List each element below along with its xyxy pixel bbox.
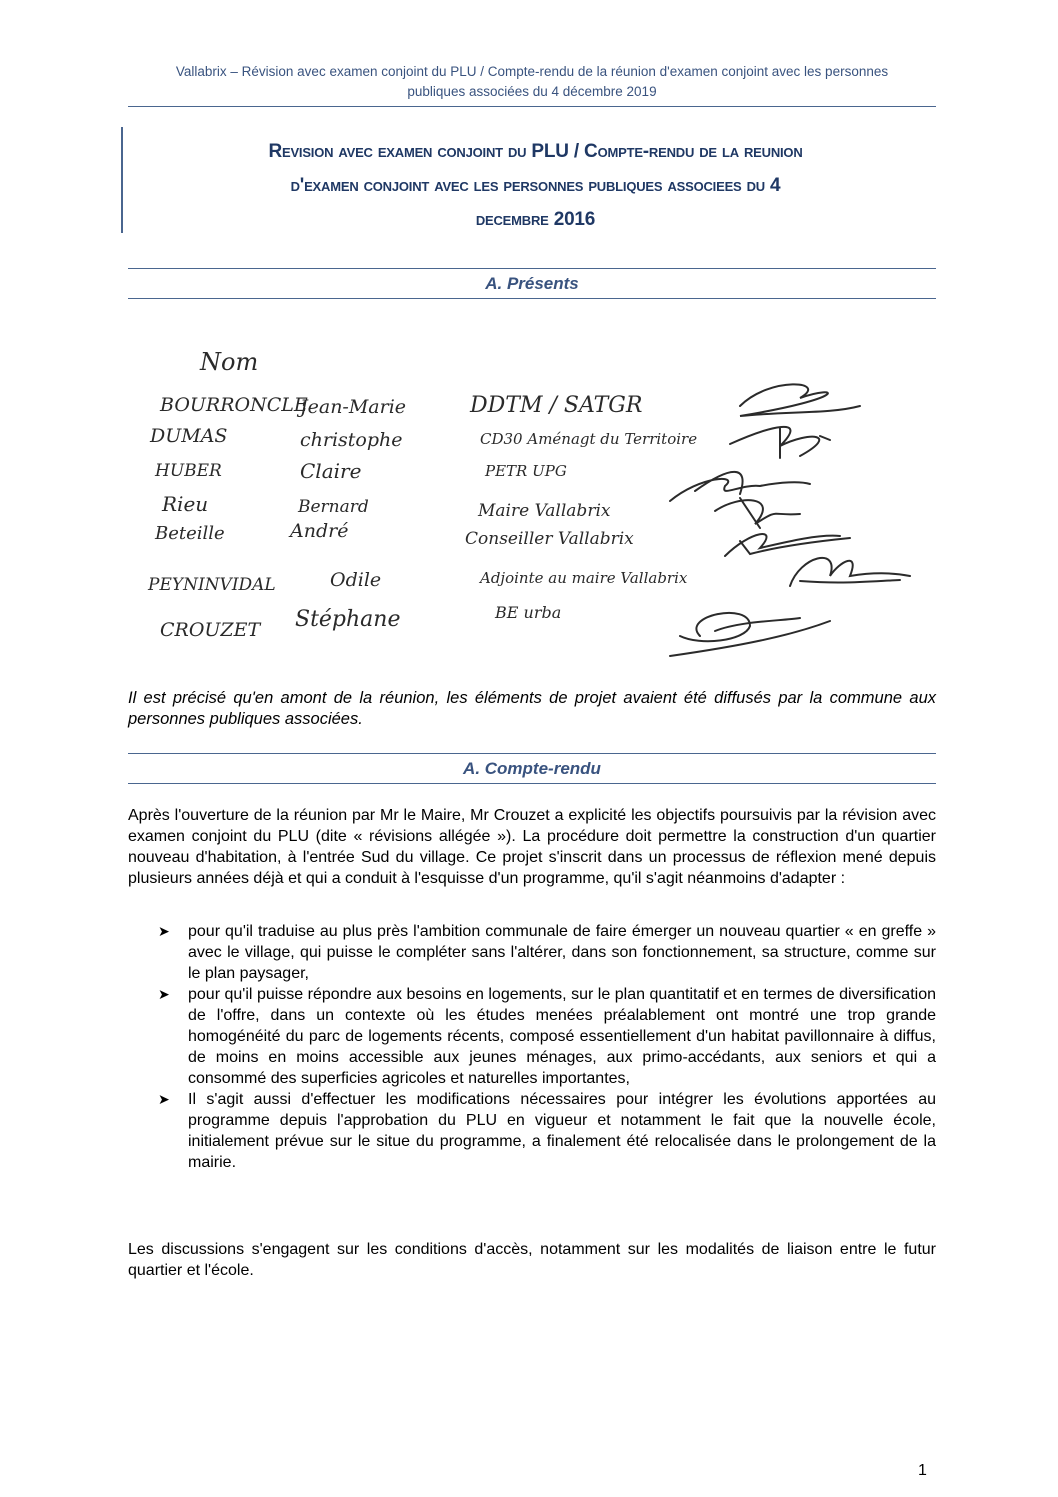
running-header-line-2: publiques associées du 4 décembre 2019 [407, 84, 657, 99]
attendee-6-prenom: Odile [330, 569, 382, 591]
page-number: 1 [918, 1462, 927, 1479]
attendee-2-prenom: christophe [300, 429, 403, 451]
list-item [128, 1089, 936, 1173]
title-line-3: decembre 2016 [475, 209, 596, 230]
signature-1-scribble [740, 384, 860, 416]
attendee-2-nom: DUMAS [150, 425, 228, 447]
attendee-7-prenom: Stéphane [295, 607, 401, 632]
attendee-4-prenom: Bernard [298, 497, 369, 517]
signature-3-scribble [670, 472, 810, 501]
attendee-4-organisme: Maire Vallabrix [478, 501, 611, 521]
list-item-text: Il s'agit aussi d'effectuer les modifications nécessaires pour intégrer les évolutions apportées au programme depuis l'approbation du PLU en vigueur et notamment le fait que la nouvelle école, initialement prévue sur le situe du programme, a finalement été relocalisée dans le prolongement de la mairie. [188, 1091, 936, 1171]
document-title [123, 127, 938, 237]
attendee-6-organisme: Adjointe au maire Vallabrix [480, 569, 688, 587]
running-header-line-1: Vallabrix – Révision avec examen conjoint du PLU / Compte-rendu de la réunion d'examen conjoint avec les personnes [175, 64, 889, 79]
closing-paragraph: Les discussions s'engagent sur les conditions d'accès, notamment sur les modalités de liaison entre le futur quartier et l'école. [128, 1241, 936, 1279]
signature-2-scribble [730, 427, 830, 458]
attendee-5-nom: Beteille [155, 523, 225, 544]
attendee-3-nom: HUBER [155, 461, 222, 481]
intro-paragraph: Après l'ouverture de la réunion par Mr le Maire, Mr Crouzet a explicité les objectifs poursuivis par la révision avec examen conjoint du PLU (dite « révisions allégée »). La procédure doit permettre la construction d'un quartier nouveau d'habitation, à l'entrée Sud du village. Ce projet s'inscrit dans un processus de réflexion mené depuis plusieurs années déjà et qui a conduit à l'esquisse d'un programme, qu'il s'agit néanmoins d'adapter : [128, 807, 936, 887]
arrow-bullet-icon: ➤ [158, 923, 170, 939]
attendee-7-organisme: BE urba [495, 603, 562, 622]
section-compte-rendu [128, 753, 936, 784]
handwritten-attendance-list [140, 336, 930, 676]
signature-6-scribble [790, 558, 910, 586]
signature-5-scribble [725, 534, 850, 556]
arrow-bullet-icon: ➤ [158, 986, 170, 1002]
attendee-4-nom: Rieu [162, 492, 209, 516]
objectives-list [128, 921, 936, 1173]
running-header [128, 62, 936, 102]
list-item-text: pour qu'il traduise au plus près l'ambition communale de faire émerger un nouveau quartier « en greffe » avec le village, qui puisse le compléter sans l'altérer, dans son fonctionnement, sa structure, comme sur le plan paysager, [188, 923, 936, 982]
list-item [128, 984, 936, 1089]
attendee-6-nom: PEYNINVIDAL [148, 575, 276, 595]
header-rule [128, 106, 936, 107]
signature-sheet-header: Nom [200, 348, 259, 376]
attendee-1-nom: BOURRONCLE [160, 394, 308, 416]
attendee-5-prenom: André [290, 520, 349, 542]
arrow-bullet-icon: ➤ [158, 1091, 170, 1107]
attendee-1-prenom: Jean-Marie [300, 396, 407, 418]
title-line-1: Revision avec examen conjoint du PLU / Compte-rendu de la reunion [268, 141, 803, 162]
title-block [121, 127, 938, 233]
attendee-1-organisme: DDTM / SATGR [470, 393, 643, 418]
title-line-2: d'examen conjoint avec les personnes publiques associees du 4 [290, 175, 781, 196]
attendee-3-prenom: Claire [300, 459, 362, 483]
attendee-5-organisme: Conseiller Vallabrix [465, 529, 634, 549]
signature-scribbles [670, 384, 910, 656]
signature-7-scribble [670, 613, 830, 656]
list-item-text: pour qu'il puisse répondre aux besoins en logements, sur le plan quantitatif et en termes de diversification de l'offre, dans un contexte où les études menées préalablement ont montré une trop grande homogénéité du parc de logements récents, composé essentiellement d'un habitat pavillonnaire à diffus, de moins en moins accessible aux jeunes ménages, aux primo-accédants, aux seniors et qui a consommé des superficies agricoles et naturelles importantes, [188, 986, 936, 1087]
attendee-7-nom: CROUZET [160, 619, 261, 641]
signature-4-scribble [715, 498, 800, 528]
section-heading-presents: A. Présents [485, 274, 579, 293]
section-heading-compte-rendu: A. Compte-rendu [463, 759, 601, 778]
section-presents [128, 268, 936, 299]
attendee-3-organisme: PETR UPG [485, 462, 567, 480]
list-item [128, 921, 936, 984]
note-paragraph: Il est précisé qu'en amont de la réunion, les éléments de projet avaient été diffusés par la commune aux personnes publiques associées. [128, 689, 936, 728]
attendee-2-organisme: CD30 Aménagt du Territoire [480, 430, 698, 448]
signature-sheet [140, 336, 930, 676]
